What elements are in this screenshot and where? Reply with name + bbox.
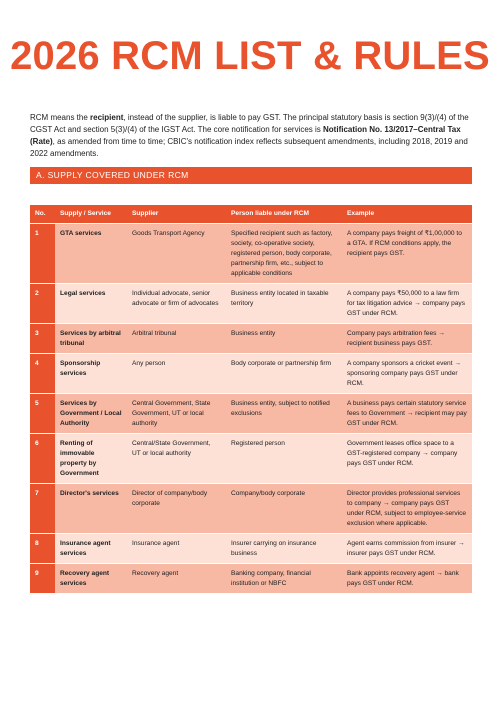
- row-number: 2: [30, 284, 55, 324]
- row-example: Government leases office space to a GST-registered company → company pays GST under RCM.: [342, 434, 472, 484]
- row-liable: Company/body corporate: [226, 484, 342, 534]
- table-row: [30, 484, 472, 534]
- table-row: [30, 224, 472, 284]
- row-liable: Registered person: [226, 434, 342, 484]
- row-number: 1: [30, 224, 55, 284]
- row-liable: Business entity, subject to notified exclusions: [226, 394, 342, 434]
- row-service: Legal services: [55, 284, 127, 324]
- row-number: 6: [30, 434, 55, 484]
- row-number: 8: [30, 534, 55, 564]
- section-heading: A. SUPPLY COVERED UNDER RCM: [30, 167, 472, 184]
- row-liable: Banking company, financial institution or NBFC: [226, 564, 342, 594]
- row-liable: Body corporate or partnership firm: [226, 354, 342, 394]
- table-row: [30, 434, 472, 484]
- intro-bold-recipient: recipient: [90, 113, 124, 122]
- row-service: Sponsorship services: [55, 354, 127, 394]
- row-example: A business pays certain statutory service fees to Government → recipient may pay GST under RCM.: [342, 394, 472, 434]
- row-liable: Business entity located in taxable territory: [226, 284, 342, 324]
- row-supplier: Individual advocate, senior advocate or firm of advocates: [127, 284, 226, 324]
- header-liable: Person liable under RCM: [226, 205, 342, 224]
- row-supplier: Arbitral tribunal: [127, 324, 226, 354]
- row-supplier: Director of company/body corporate: [127, 484, 226, 534]
- row-example: Director provides professional services to company → company pays GST under RCM, subject to employee-service exclusion where applicable.: [342, 484, 472, 534]
- row-number: 9: [30, 564, 55, 594]
- row-service: Insurance agent services: [55, 534, 127, 564]
- row-example: A company sponsors a cricket event → sponsoring company pays GST under RCM.: [342, 354, 472, 394]
- row-service: Renting of immovable property by Government: [55, 434, 127, 484]
- row-supplier: Central/State Government, UT or local authority: [127, 434, 226, 484]
- table-row: [30, 354, 472, 394]
- header-service: Supply / Service: [55, 205, 127, 224]
- row-service: Recovery agent services: [55, 564, 127, 594]
- row-supplier: Recovery agent: [127, 564, 226, 594]
- row-liable: Business entity: [226, 324, 342, 354]
- intro-paragraph: [30, 112, 472, 160]
- row-number: 7: [30, 484, 55, 534]
- table-row: [30, 534, 472, 564]
- intro-text-1: RCM means the: [30, 113, 91, 122]
- row-example: Agent earns commission from insurer → insurer pays GST under RCM.: [342, 534, 472, 564]
- row-service: Services by Government / Local Authority: [55, 394, 127, 434]
- intro-bold-notification: Notification No. 13/2017–Central Tax (Rate): [30, 125, 461, 146]
- header-example: Example: [342, 205, 472, 224]
- row-service: GTA services: [55, 224, 127, 284]
- row-service: Services by arbitral tribunal: [55, 324, 127, 354]
- row-number: 5: [30, 394, 55, 434]
- row-liable: Specified recipient such as factory, society, co-operative society, registered person, body corporate, partnership firm, etc., subject to applicable conditions: [226, 224, 342, 284]
- header-supplier: Supplier: [127, 205, 226, 224]
- intro-text-3: , as amended from time to time; CBIC's notification index reflects subsequent amendments, including 2018, 2019 and 2022 amendments.: [30, 137, 468, 158]
- row-supplier: Central Government, State Government, UT or local authority: [127, 394, 226, 434]
- table-row: [30, 324, 472, 354]
- header-no: No.: [30, 205, 55, 224]
- row-example: Bank appoints recovery agent → bank pays GST under RCM.: [342, 564, 472, 594]
- row-example: A company pays ₹50,000 to a law firm for tax litigation advice → company pays GST under RCM.: [342, 284, 472, 324]
- row-supplier: Insurance agent: [127, 534, 226, 564]
- row-number: 4: [30, 354, 55, 394]
- intro-text-2: , instead of the supplier, is liable to pay GST. The principal statutory basis is section 9(3)/(4) of the CGST Act and section 5(3)/(4) of the IGST Act. The core notification for services is: [30, 113, 469, 134]
- row-supplier: Goods Transport Agency: [127, 224, 226, 284]
- row-service: Director's services: [55, 484, 127, 534]
- table-row: [30, 284, 472, 324]
- row-supplier: Any person: [127, 354, 226, 394]
- row-number: 3: [30, 324, 55, 354]
- rcm-table: [30, 205, 472, 594]
- table-row: [30, 394, 472, 434]
- row-example: A company pays freight of ₹1,00,000 to a GTA. If RCM conditions apply, the recipient pays GST.: [342, 224, 472, 284]
- page-title: 2026 RCM LIST & RULES: [10, 34, 490, 78]
- row-liable: Insurer carrying on insurance business: [226, 534, 342, 564]
- row-example: Company pays arbitration fees → recipient business pays GST.: [342, 324, 472, 354]
- table-row: [30, 564, 472, 594]
- table-header-row: [30, 205, 472, 224]
